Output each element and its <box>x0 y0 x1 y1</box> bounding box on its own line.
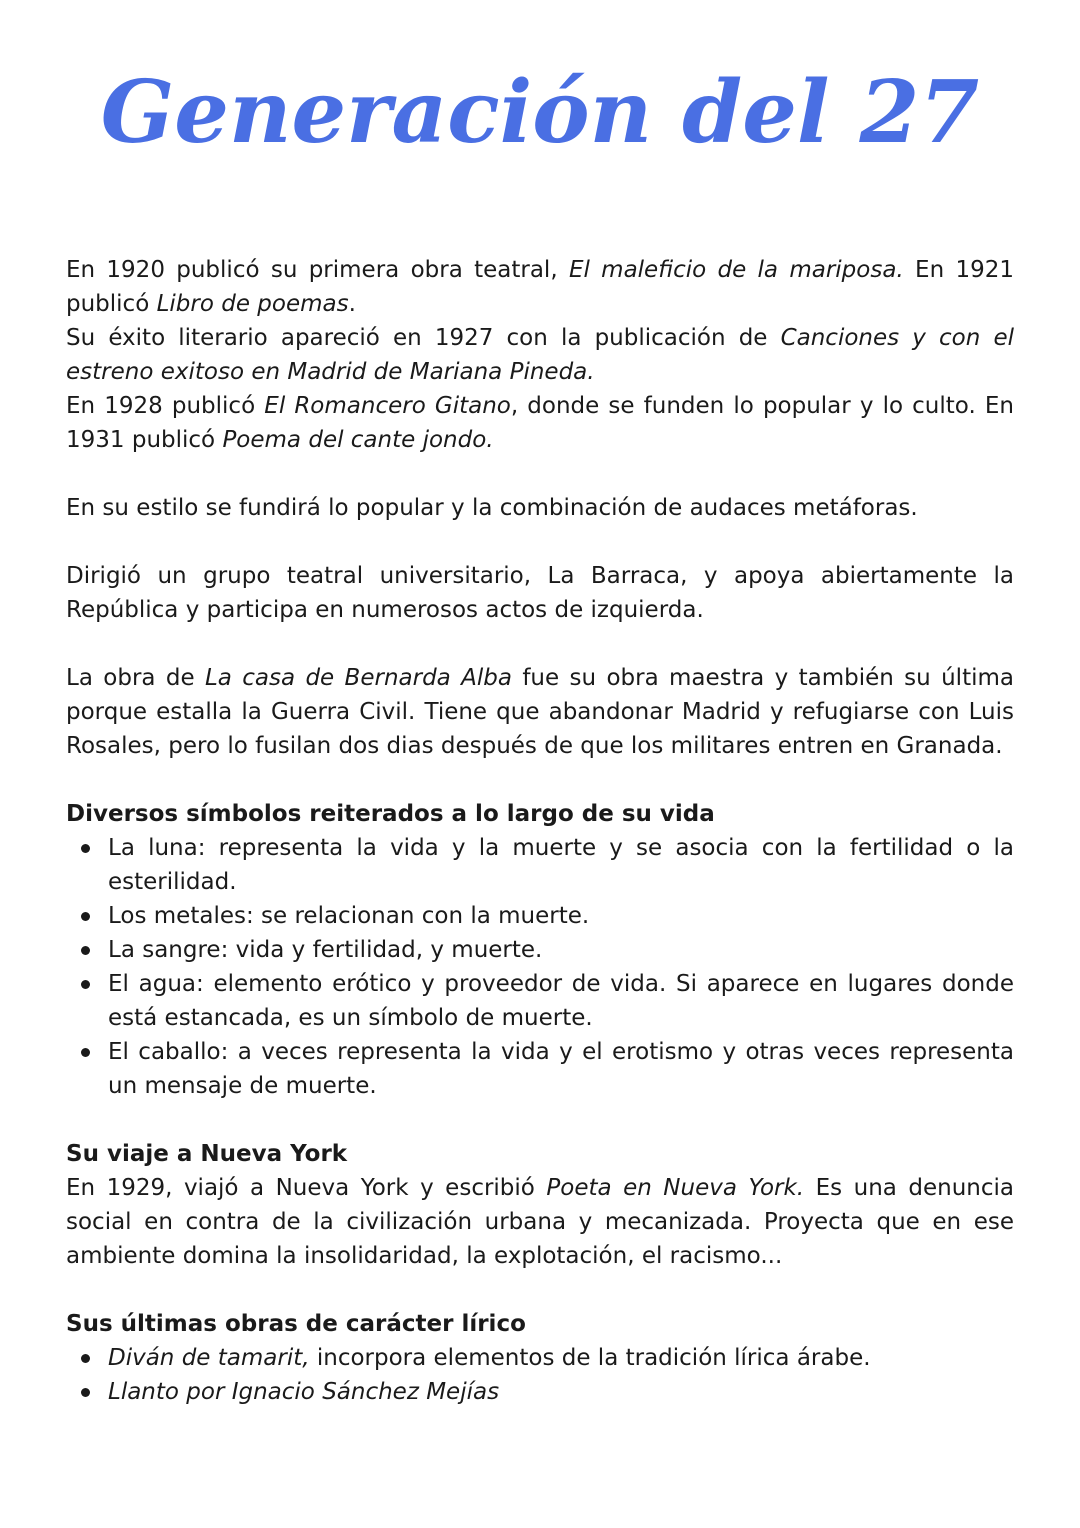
paragraph-1920-1921: En 1920 publicó su primera obra teatral, El maleficio de la mariposa. En 1921 publicó Libro de poemas. <box>66 257 1014 317</box>
bullet-icon <box>81 1388 90 1397</box>
bullet-icon <box>81 946 90 955</box>
work-title: Poeta en Nueva York. <box>546 1175 805 1201</box>
last-works-list <box>66 1341 1014 1409</box>
spacer <box>66 627 1014 661</box>
work-title: Diván de tamarit, <box>108 1345 310 1371</box>
list-item <box>108 1375 1014 1409</box>
document-body <box>66 253 1014 1409</box>
spacer <box>66 1103 1014 1137</box>
work-title: Poema del cante jondo. <box>222 427 494 453</box>
bullet-icon <box>81 844 90 853</box>
list-item: Diván de tamarit, incorpora elementos de la tradición lírica árabe. <box>108 1341 1014 1375</box>
bullet-icon <box>81 1354 90 1363</box>
paragraph-style: En su estilo se fundirá lo popular y la combinación de audaces metáforas. <box>66 495 918 521</box>
spacer <box>66 525 1014 559</box>
section-heading-last-works: Sus últimas obras de carácter lírico <box>66 1311 526 1337</box>
list-item: El agua: elemento erótico y proveedor de vida. Si aparece en lugares donde está estancada, es un símbolo de muerte. <box>108 967 1014 1035</box>
list-item: Los metales: se relacionan con la muerte. <box>108 899 1014 933</box>
bullet-icon <box>81 980 90 989</box>
list-item: El caballo: a veces representa la vida y el erotismo y otras veces representa un mensaje de muerte. <box>108 1035 1014 1103</box>
list-item: La luna: representa la vida y la muerte y se asocia con la fertilidad o la esterilidad. <box>108 831 1014 899</box>
spacer <box>66 763 1014 797</box>
bullet-icon <box>81 912 90 921</box>
work-title: Canciones y con el estreno exitoso en Madrid de Mariana Pineda. <box>66 325 1014 385</box>
spacer <box>66 457 1014 491</box>
work-title: El Romancero Gitano <box>264 393 511 419</box>
work-title: La casa de Bernarda Alba <box>204 665 512 691</box>
page-title: Generación del 27 <box>100 62 980 163</box>
symbols-list <box>66 831 1014 1103</box>
list-item: La sangre: vida y fertilidad, y muerte. <box>108 933 1014 967</box>
paragraph-bernarda-alba: La obra de La casa de Bernarda Alba fue su obra maestra y también su última porque estalla la Guerra Civil. Tiene que abandonar Madrid y refugiarse con Luis Rosales, pero lo fusilan dos dias después de que los militares entren en Granada. <box>66 665 1014 759</box>
work-title: El maleficio de la mariposa. <box>568 257 904 283</box>
paragraph-la-barraca: Dirigió un grupo teatral universitario, La Barraca, y apoya abiertamente la República y participa en numerosos actos de izquierda. <box>66 563 1014 623</box>
work-title: Libro de poemas <box>156 291 349 317</box>
work-title: Llanto por Ignacio Sánchez Mejías <box>108 1379 500 1405</box>
section-heading-symbols: Diversos símbolos reiterados a lo largo de su vida <box>66 801 715 827</box>
bullet-icon <box>81 1048 90 1057</box>
paragraph-1927-success: Su éxito literario apareció en 1927 con la publicación de Canciones y con el estreno exitoso en Madrid de Mariana Pineda. <box>66 325 1014 385</box>
spacer <box>66 1273 1014 1307</box>
paragraph-new-york: En 1929, viajó a Nueva York y escribió Poeta en Nueva York. Es una denuncia social en contra de la civilización urbana y mecanizada. Proyecta que en ese ambiente domina la insolidaridad, la explotación, el racismo... <box>66 1175 1014 1269</box>
paragraph-1928-1931: En 1928 publicó El Romancero Gitano, donde se funden lo popular y lo culto. En 1931 publicó Poema del cante jondo. <box>66 393 1014 453</box>
section-heading-new-york: Su viaje a Nueva York <box>66 1141 348 1167</box>
